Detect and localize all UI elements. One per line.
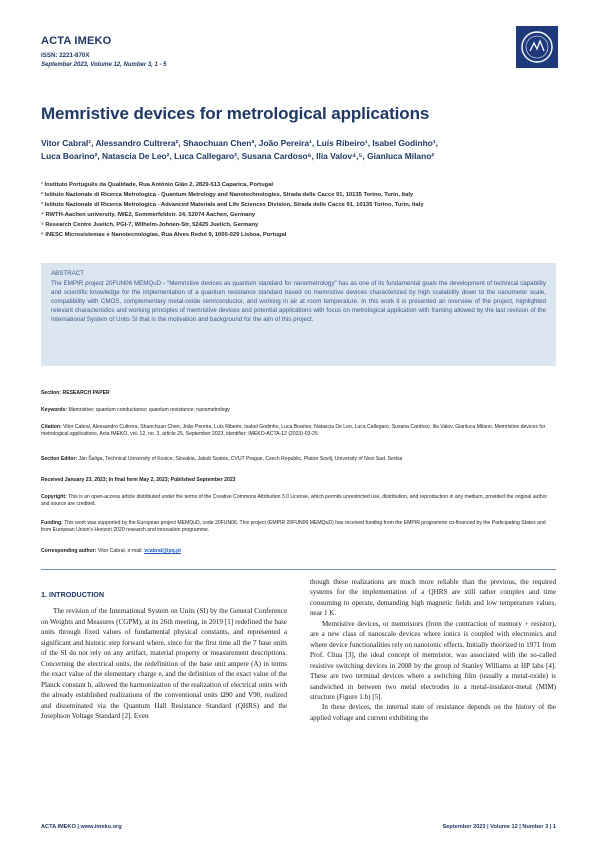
affiliation: ⁵ Research Centre Juelich, PGI-7, Wilhelm-Johnen-Str, 52425 Juelich, Germany [41,222,259,229]
abstract-heading: ABSTRACT [51,270,85,277]
section-label: Section: [41,390,62,396]
keywords-value: Memristive; quantum conductance; quantum resistance; nanometrology [68,407,230,413]
paragraph: In these devices, the internal state of resistance depends on the history of the applied voltage and current exhibiting the [310,703,556,722]
affiliation: ² Istituto Nazionale di Ricerca Metrologica - Quantum Metrology and Nanotechnologies, Strada delle Cacce 91, 10135 Torino, Turin, Italy [41,192,414,199]
affiliation: ³ Istituto Nazionale di Ricerca Metrologica - Advanced Materials and Life Sciences Division, Strada delle Cacce 91, 10135 Torino, Turin, Italy [41,202,424,209]
abstract-text: The EMPIR project 20FUN06 MEMQuD - "Memristive devices as quantum standard for nanometrology" has as one of its fundamental goals the development of technical capability and scientific knowledge for the implementation of a quantum resistance standard based on memristive devices characterized by high scalability down to the nanometer scale, compatibility with CMOS, complementary metal-oxide semiconductor, and working in air at room temperature. In this work it is presented an overview of the project, highlighted relevant characteristics and working principles of memristive devices and potential applications with focus on metrological application with framing allowed by the last revision of the International System of Units SI that is the motivation and background for the aim of this project. [51,280,546,323]
paragraph: The revision of the International System on Units (SI) by the General Conference on Weights and Measures (CGPM), at its 26th meeting, in 2019 [1] redefined the base units through fixed values of fundamental physical constants, and represented a significant and historic step forward where, since for the first time all the 7 base units of the SI do not rely on any artifact, material property or measurement descriptions. Concerning the electrical units, the redefinition of the base unit ampere (A) in terms the exact value of the elementary charge e, and the definition of the exact value of the Planck constant h, allowed the harmonization of the realization of electrical units with the already established realizations of the conventional units Ω90 and V90, realized and disseminated via the Quantum Hall Resistance Standard (QHRS) and the Josephson Voltage Standard [2]. Even [41,607,287,720]
keywords-line [41,407,556,414]
funding-label: Funding: [41,520,63,526]
paper-title: Memristive devices for metrological applications [41,104,430,123]
citation-block [41,424,556,438]
corresponding-email-link[interactable]: vcabral@ipq.pt [144,548,181,554]
paragraph: though these realizations are much more reliable than the previous, the required systems for the implementation of a QHRS are still rather complex and time consuming to operate, demanding high magnetic fields and low temperature values, near 1 K. [310,578,556,618]
affiliation: ⁴ RWTH-Aachen university, IWE2, Sommerfeldstr. 24, 52074 Aachen, Germany [41,212,256,219]
paragraph: Memristive devices, or memristors (from the contraction of memory + resistor), are a new class of nanoscale devices where ionics is coupled with electronics and where device functionalities rely on nanoionic effects. Initially theorized in 1971 from Prof. Chua [3], the ideal concept of memristor, was associated with the so-called resistive switching devices in 2008 by the group of Stanley Williams at HP labs [4]. These are two terminal devices where a switching film (usually a metal-oxide) is sandwiched in between two metal electrodes in a metal-insulator-metal (MIM) structure (Figure 1.b) [5]. [310,619,556,701]
abstract-box [41,263,556,366]
editor-value: Ján Šaliga, Technical University of Kosice, Slovakia, Jakub Svatos, CVUT Prague, Czech Republic, Platon Sovilj, University of Novi Sad, Serbia [78,456,403,462]
section-heading-introduction: 1. INTRODUCTION [41,590,105,599]
corresponding-line [41,548,556,555]
right-column [310,577,556,723]
affiliation-list [41,180,556,241]
author-line: Vitor Cabral¹, Alessandro Cultrera², Shaochuan Chen³, João Pereira¹, Luís Ribeiro¹, Isabel Godinho¹, [41,138,438,148]
affiliation: ¹ Instituto Português da Qualidade, Rua António Gião 2, 2829-513 Caparica, Portugal [41,182,274,188]
received-text: Received January 23, 2023; In final form May 2, 2023; Published September 2023 [41,477,236,483]
corresponding-label: Corresponding author: [41,548,97,554]
issue-info: September 2023, Volume 12, Number 3, 1 - 5 [41,62,167,68]
issn: ISSN: 2221-870X [41,52,90,59]
footer-left: ACTA IMEKO | www.imeko.org [41,824,122,830]
author-line: Luca Boarino², Natascia De Leo², Luca Callegaro², Susana Cardoso⁶, Ilia Valov⁴,⁵, Gianluca Milano² [41,150,435,161]
received-line [41,477,556,484]
copyright-value: This is an open-access article distributed under the terms of the Creative Commons Attribution 3.0 License, which permits unrestricted use, distribution, and reproduction in any medium, provided the original author and source are credited. [41,494,548,508]
citation-value: Vitor Cabral, Alessandro Cultrera, Shaochuan Chen, João Pereira, Luís Ribeiro, Isabel Godinho, Luca Boarino, Natascia De Leo, Luca Callegaro, Susana Cardoso, Ilia Valov, Gianluca Milano, Memristive devices for metrological applications, Acta IMEKO, vol. 12, no. 3, article 25, September 2023, identifier: IMEKO-ACTA-12 (2023)-03-25 [41,424,546,438]
separator-rule [41,569,556,570]
copyright-label: Copyright: [41,494,67,500]
section-value: RESEARCH PAPER [62,390,110,396]
section-line [41,390,556,397]
journal-title: ACTA IMEKO [41,35,112,47]
editor-block [41,456,556,463]
imeko-logo [516,26,558,68]
funding-block [41,520,556,534]
left-column [41,590,287,721]
citation-label: Citation: [41,424,62,430]
keywords-label: Keywords: [41,407,68,413]
page-footer [41,824,556,830]
funding-value: This work was supported by the European project MEMQuD, code 20FUN06. This project (EMPIR 20FUN06 MEMQuD) has received funding from the EMPIR programme co-financed by the Participating States and from European Union's Horizon 2020 research and innovation programme. [41,520,546,534]
corresponding-value: Vitor Cabral, e-mail: [97,548,143,554]
footer-right: September 2023 | Volume 12 | Number 3 | 1 [442,824,556,830]
affiliation: ⁶ INESC Microsistemas e Nanotecnologias, Rua Alves Redol 9, 1000-029 Lisboa, Portugal [41,232,287,239]
author-list [41,137,556,162]
editor-label: Section Editor: [41,456,78,462]
copyright-block [41,494,556,508]
